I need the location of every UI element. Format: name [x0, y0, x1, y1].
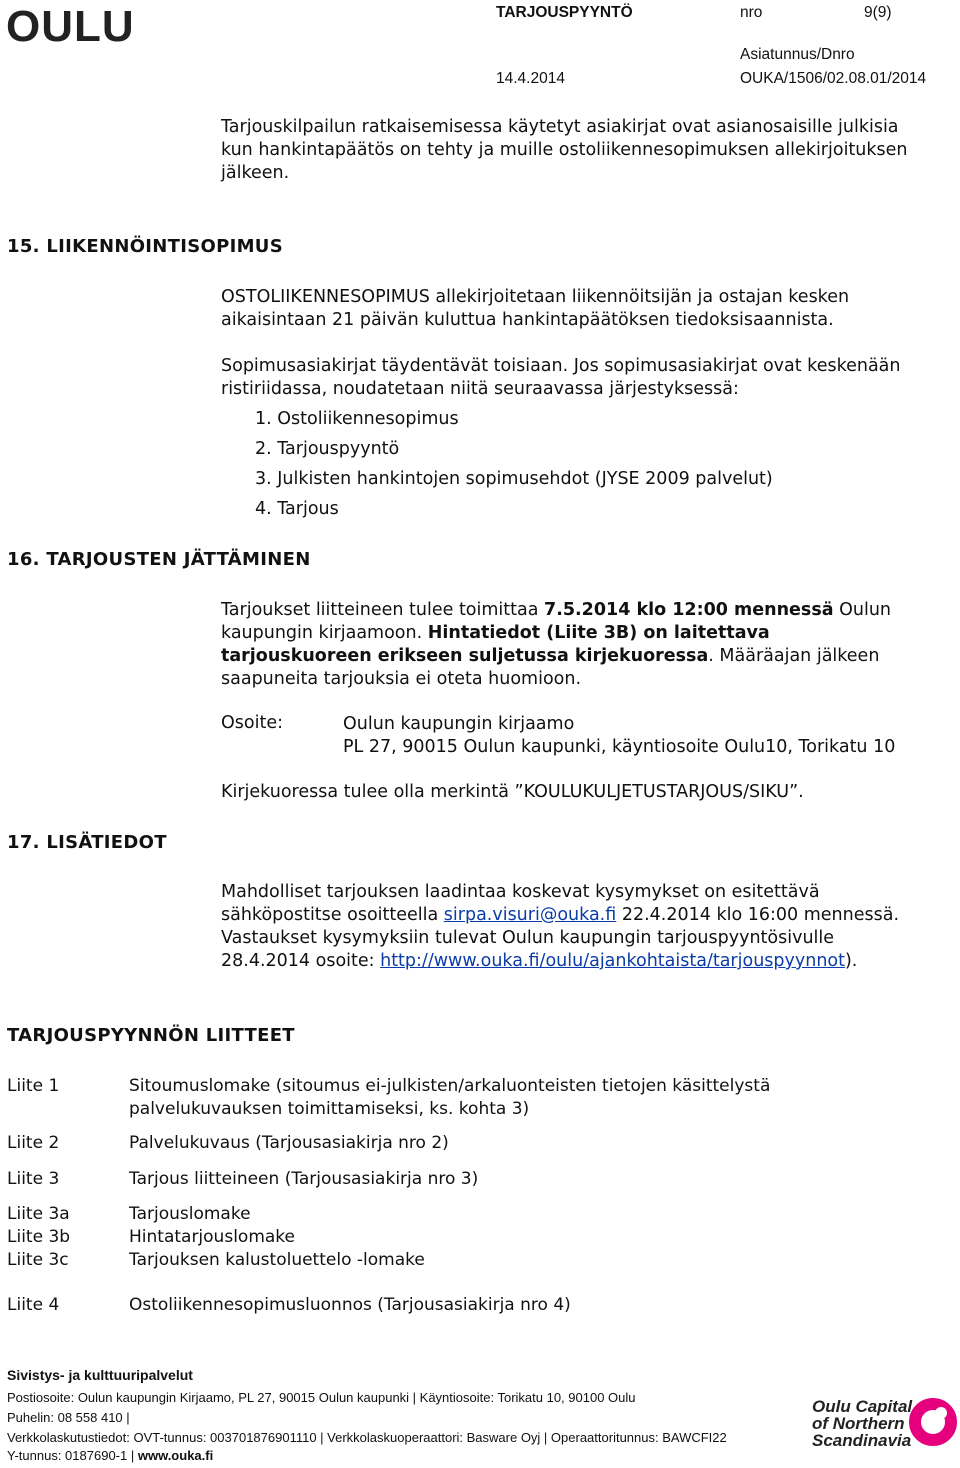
section-17-heading: 17. LISÄTIEDOT [7, 832, 167, 853]
footer-business-id: Y-tunnus: 0187690-1 | www.ouka.fi [7, 1448, 214, 1463]
tender-page-link[interactable]: http://www.ouka.fi/oulu/ajankohtaista/tarjouspyynnot [380, 951, 845, 971]
attachment-text: Ostoliikennesopimusluonnos (Tarjousasiakirja nro 4) [129, 1295, 571, 1315]
attachment-label: Liite 3b [7, 1227, 71, 1247]
footer-website[interactable]: www.ouka.fi [137, 1448, 214, 1463]
reg-number: OUKA/1506/02.08.01/2014 [740, 70, 927, 87]
text-line: 28.4.2014 osoite: http://www.ouka.fi/oulu/ajankohtaista/tarjouspyynnot). [221, 951, 858, 971]
address-line: PL 27, 90015 Oulun kaupunki, käyntiosoite Oulu10, Torikatu 10 [343, 737, 896, 757]
text-line: saapuneita tarjouksia ei oteta huomioon. [221, 669, 582, 689]
brand-line: of Northern [812, 1414, 905, 1433]
oulu-logo: OULU [6, 2, 135, 51]
attachment-label: Liite 2 [7, 1133, 60, 1153]
address-label: Osoite: [221, 713, 283, 733]
section-16-paragraph [221, 599, 891, 691]
text-line: sähköpostitse osoitteella sirpa.visuri@ouka.fi 22.4.2014 klo 16:00 mennessä. [221, 905, 900, 925]
text-line: tarjouskuoreen erikseen suljetussa kirjekuoressa. Määräajan jälkeen [221, 646, 880, 666]
text-line: kaupungin kirjaamoon. Hintatiedot (Liite 3B) on laitettava [221, 623, 770, 643]
attachment-text: Hintatarjouslomake [129, 1227, 295, 1247]
intro-line: jälkeen. [221, 163, 290, 183]
text-line: Tarjoukset liitteineen tulee toimittaa 7.5.2014 klo 12:00 mennessä Oulun [221, 600, 892, 620]
footer-address: Postiosoite: Oulun kaupungin Kirjaamo, PL 27, 90015 Oulun kaupunki | Käyntiosoite: Torikatu 10, 90100 Oulu [7, 1390, 636, 1405]
text-line: Mahdolliset tarjouksen laadintaa koskevat kysymykset on esitettävä [221, 882, 820, 902]
address-line: Oulun kaupungin kirjaamo [343, 714, 575, 734]
attachment-text: Tarjouksen kalustoluettelo -lomake [129, 1250, 425, 1270]
text-line: OSTOLIIKENNESOPIMUS allekirjoitetaan liikennöitsijän ja ostajan kesken [221, 287, 850, 307]
attachment-label: Liite 3a [7, 1204, 70, 1224]
section-15-paragraph-2 [221, 355, 900, 401]
attachment-text: Sitoumuslomake (sitoumus ei-julkisten/arkaluonteisten tietojen käsittelystä [129, 1076, 771, 1096]
attachment-label: Liite 3c [7, 1250, 69, 1270]
brand-line: Oulu Capital [812, 1397, 913, 1416]
section-16-heading: 16. TARJOUSTEN JÄTTÄMINEN [7, 549, 311, 570]
oulu-capital-brand [812, 1398, 912, 1449]
attachment-text: Tarjous liitteineen (Tarjousasiakirja nro 3) [129, 1169, 479, 1189]
intro-line: kun hankintapäätös on tehty ja muille ostoliikennesopimuksen allekirjoituksen [221, 140, 908, 160]
nro-label: nro [740, 4, 763, 21]
section-17-paragraph [221, 881, 899, 973]
text-line: Sopimusasiakirjat täydentävät toisiaan. Jos sopimusasiakirjat ovat keskenään [221, 356, 901, 376]
footer-unit: Sivistys- ja kulttuuripalvelut [7, 1367, 193, 1383]
text-line: ristiriidassa, noudatetaan niitä seuraavassa järjestyksessä: [221, 379, 739, 399]
attachment-text: Tarjouslomake [129, 1204, 251, 1224]
section-15-paragraph-1 [221, 286, 849, 332]
intro-line: Tarjouskilpailun ratkaisemisessa käytetyt asiakirjat ovat asianosaisille julkisia [221, 117, 899, 137]
list-item: 1. Ostoliikennesopimus [255, 409, 459, 429]
footer-phone: Puhelin: 08 558 410 | [7, 1410, 130, 1425]
envelope-marking: Kirjekuoressa tulee olla merkintä ”KOULUKULJETUSTARJOUS/SIKU”. [221, 782, 804, 802]
list-item: 3. Julkisten hankintojen sopimusehdot (JYSE 2009 palvelut) [255, 469, 773, 489]
precedence-list [255, 404, 773, 524]
attachment-label: Liite 4 [7, 1295, 60, 1315]
attachment-label: Liite 3 [7, 1169, 60, 1189]
intro-paragraph [221, 116, 908, 185]
section-15-heading: 15. LIIKENNÖINTISOPIMUS [7, 236, 283, 257]
oulu-brand-icon [907, 1396, 959, 1448]
doc-date: 14.4.2014 [496, 70, 565, 87]
attachment-label: Liite 1 [7, 1076, 60, 1096]
list-item: 4. Tarjous [255, 499, 339, 519]
attachments-heading: TARJOUSPYYNNÖN LIITTEET [7, 1025, 295, 1046]
doc-type: TARJOUSPYYNTÖ [496, 4, 633, 21]
brand-line: Scandinavia [812, 1431, 912, 1450]
attachment-text: Palvelukuvaus (Tarjousasiakirja nro 2) [129, 1133, 449, 1153]
attachment-text: palvelukuvauksen toimittamiseksi, ks. kohta 3) [129, 1099, 530, 1119]
text-line: Vastaukset kysymyksiin tulevat Oulun kaupungin tarjouspyyntösivulle [221, 928, 835, 948]
page-number: 9(9) [864, 4, 892, 21]
footer-einvoice: Verkkolaskutustiedot: OVT-tunnus: 003701876901110 | Verkkolaskuoperaattori: Basware Oyj | Operaattoritunnus: BAWCFI22 [7, 1430, 727, 1445]
email-link[interactable]: sirpa.visuri@ouka.fi [443, 905, 617, 925]
text-line: aikaisintaan 21 päivän kuluttua hankintapäätöksen tiedoksisaannista. [221, 310, 834, 330]
list-item: 2. Tarjouspyyntö [255, 439, 400, 459]
reg-label: Asiatunnus/Dnro [740, 46, 855, 63]
address-block [343, 713, 895, 759]
